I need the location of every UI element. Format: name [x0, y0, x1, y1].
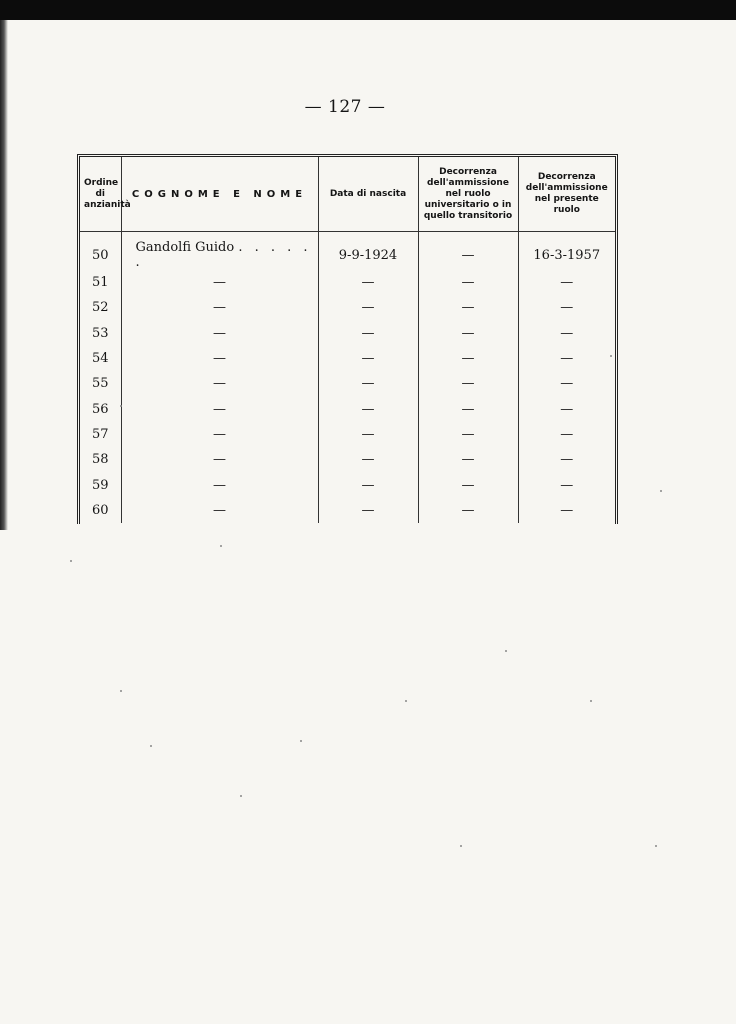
cell-birth [318, 422, 418, 447]
table-row [80, 295, 615, 320]
cell-birth [318, 321, 418, 346]
table-row [80, 472, 615, 497]
cell-university-role-text: — [461, 247, 475, 263]
cell-present-role-text: — [560, 376, 574, 392]
cell-present-role [518, 270, 615, 295]
table-row [80, 321, 615, 346]
cell-birth-text: — [361, 452, 375, 468]
cell-name-text: — [213, 426, 226, 442]
cell-name [121, 498, 318, 523]
scan-speck [70, 560, 72, 562]
cell-name [121, 240, 318, 270]
header-university-role: Decorrenza dell'ammissione nel ruolo universitario o in quello transitorio [418, 157, 518, 232]
header-name: COGNOME E NOME [121, 157, 318, 232]
table-row [80, 270, 615, 295]
cell-order [80, 472, 121, 497]
cell-present-role [518, 321, 615, 346]
cell-birth-text: — [361, 300, 375, 316]
cell-name [121, 295, 318, 320]
cell-order [80, 396, 121, 421]
scan-speck [120, 690, 122, 692]
cell-order-text: 57 [91, 426, 109, 442]
cell-order-text: 54 [91, 351, 109, 367]
cell-order-text: 53 [91, 325, 109, 341]
cell-order [80, 371, 121, 396]
cell-present-role-text: — [560, 502, 574, 518]
cell-birth [318, 371, 418, 396]
cell-university-role-text: — [461, 401, 475, 417]
cell-order-text: 55 [91, 376, 109, 392]
cell-university-role-text: — [461, 325, 475, 341]
cell-present-role-text: — [560, 300, 574, 316]
cell-name-text: — [213, 477, 226, 493]
cell-birth [318, 270, 418, 295]
cell-name-text: — [213, 351, 226, 367]
cell-present-role-text: — [560, 275, 574, 291]
scan-speck [240, 795, 242, 797]
cell-order [80, 498, 121, 523]
cell-birth [318, 240, 418, 270]
cell-birth [318, 498, 418, 523]
header-present-role: Decorrenza dell'ammissione nel presente ruolo [518, 157, 615, 232]
scan-speck [460, 845, 462, 847]
cell-present-role-text: — [560, 452, 574, 468]
cell-present-role-text: — [560, 351, 574, 367]
cell-university-role-text: — [461, 477, 475, 493]
cell-present-role-text: — [560, 401, 574, 417]
table-row [80, 396, 615, 421]
cell-name [121, 346, 318, 371]
cell-name-text: Gandolfi Guido [135, 240, 235, 255]
cell-university-role-text: — [461, 426, 475, 442]
cell-present-role-text: — [560, 325, 574, 341]
scan-speck [405, 700, 407, 702]
cell-name [121, 371, 318, 396]
cell-order [80, 240, 121, 270]
cell-university-role [418, 396, 518, 421]
table-row [80, 447, 615, 472]
cell-university-role [418, 321, 518, 346]
cell-present-role [518, 447, 615, 472]
cell-birth [318, 295, 418, 320]
cell-present-role [518, 396, 615, 421]
cell-order-text: 52 [91, 300, 109, 316]
cell-order [80, 422, 121, 447]
table-body [80, 232, 615, 523]
scan-speck [220, 545, 222, 547]
cell-name [121, 472, 318, 497]
cell-name-text: — [213, 401, 226, 417]
cell-name-text: — [213, 300, 226, 316]
cell-name [121, 447, 318, 472]
cell-birth-text: 9-9-1924 [338, 247, 398, 263]
cell-present-role [518, 498, 615, 523]
scan-speck [590, 700, 592, 702]
cell-order [80, 346, 121, 371]
cell-order [80, 270, 121, 295]
cell-name-text: — [213, 325, 226, 341]
cell-birth [318, 472, 418, 497]
cell-name-text: — [213, 502, 226, 518]
header-order: Ordine di anzianità [80, 157, 121, 232]
cell-university-role [418, 472, 518, 497]
table-row [80, 371, 615, 396]
cell-university-role [418, 498, 518, 523]
cell-present-role [518, 422, 615, 447]
cell-university-role-text: — [461, 275, 475, 291]
cell-birth-text: — [361, 376, 375, 392]
table-row [80, 240, 615, 270]
cell-order [80, 295, 121, 320]
cell-university-role [418, 295, 518, 320]
page-number: — 127 — [304, 97, 386, 117]
cell-order [80, 321, 121, 346]
cell-university-role [418, 270, 518, 295]
scan-speck [150, 745, 152, 747]
cell-university-role-text: — [461, 452, 475, 468]
cell-university-role [418, 240, 518, 270]
anzianita-table-frame [77, 154, 618, 524]
cell-order-text: 59 [91, 477, 109, 493]
scan-speck [610, 355, 612, 357]
cell-present-role [518, 472, 615, 497]
cell-name [121, 422, 318, 447]
cell-university-role [418, 371, 518, 396]
cell-birth-text: — [361, 502, 375, 518]
cell-present-role-text: — [560, 477, 574, 493]
scan-speck [660, 490, 662, 492]
cell-birth-text: — [361, 275, 375, 291]
cell-birth [318, 396, 418, 421]
cell-order-text: 50 [91, 247, 109, 263]
cell-name [121, 270, 318, 295]
cell-order-text: 51 [91, 275, 109, 291]
cell-university-role-text: — [461, 502, 475, 518]
cell-order [80, 447, 121, 472]
cell-order-text: 56 [91, 401, 109, 417]
scan-speck [120, 405, 122, 407]
cell-birth-text: — [361, 325, 375, 341]
cell-present-role [518, 371, 615, 396]
cell-birth-text: — [361, 477, 375, 493]
cell-birth-text: — [361, 401, 375, 417]
table-spacer-row [80, 232, 615, 241]
header-birth: Data di nascita [318, 157, 418, 232]
cell-university-role [418, 422, 518, 447]
cell-name-text: — [213, 376, 226, 392]
cell-order-text: 60 [91, 502, 109, 518]
cell-university-role-text: — [461, 351, 475, 367]
table-row [80, 346, 615, 371]
cell-university-role [418, 346, 518, 371]
cell-name-text: — [213, 275, 226, 291]
cell-name-text: — [213, 452, 226, 468]
scan-speck [300, 740, 302, 742]
cell-birth-text: — [361, 351, 375, 367]
cell-university-role [418, 447, 518, 472]
cell-name [121, 321, 318, 346]
cell-present-role-text: — [560, 426, 574, 442]
cell-university-role-text: — [461, 300, 475, 316]
scan-speck [655, 845, 657, 847]
cell-university-role-text: — [461, 376, 475, 392]
cell-birth [318, 447, 418, 472]
cell-birth [318, 346, 418, 371]
cell-present-role [518, 240, 615, 270]
cell-present-role [518, 346, 615, 371]
dot-leader: . . . . . . [135, 240, 312, 270]
anzianita-table [80, 157, 615, 523]
table-row [80, 498, 615, 523]
scan-top-edge [0, 0, 736, 20]
table-header-row [80, 157, 615, 232]
table-row [80, 422, 615, 447]
cell-present-role-text: 16-3-1957 [533, 247, 601, 263]
cell-present-role [518, 295, 615, 320]
cell-name [121, 396, 318, 421]
cell-birth-text: — [361, 426, 375, 442]
scan-speck [505, 650, 507, 652]
cell-order-text: 58 [91, 452, 109, 468]
